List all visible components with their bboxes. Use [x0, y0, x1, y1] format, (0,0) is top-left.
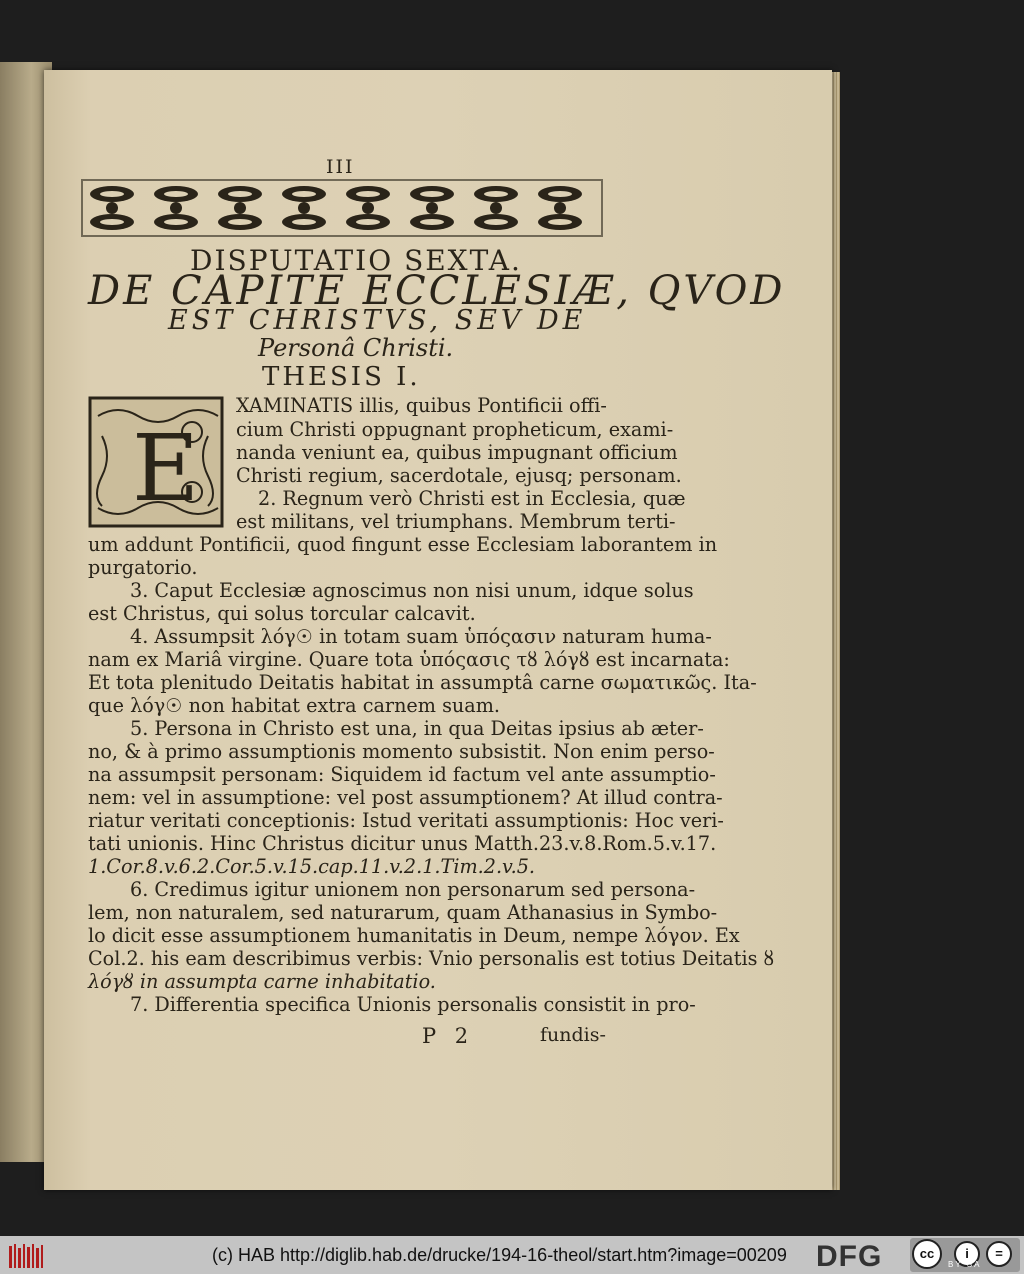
text-line: 6. Credimus igitur unionem non personarum sed persona-: [130, 878, 696, 901]
title-line-1: DE CAPITE ECCLESIÆ, QVOD: [88, 268, 786, 314]
text-line: nam ex Mariâ virgine. Quare tota ὑπόςασις τȣ λόγȣ est incarnata:: [88, 648, 730, 671]
text-line: Col.2. his eam describimus verbis: Vnio personalis est totius Deitatis ȣ: [88, 947, 775, 970]
text-line: XAMINATIS illis, quibus Pontificii offi-: [236, 394, 607, 417]
text-line: Christi regium, sacerdotale, ejusq; personam.: [236, 464, 682, 487]
text-line: cium Christi oppugnant propheticum, exami-: [236, 418, 674, 441]
text-line: λόγȣ in assumpta carne inhabitatio.: [88, 970, 436, 993]
text-line: 4. Assumpsit λόγ☉ in totam suam ὑπόςασιν naturam huma-: [130, 625, 712, 648]
text-line: lem, non naturalem, sed naturarum, quam Athanasius in Symbo-: [88, 901, 718, 924]
signature-mark: P 2: [422, 1024, 475, 1048]
footer-bar: [0, 1236, 1024, 1274]
disputation-heading: DISPUTATIO SEXTA.: [190, 244, 522, 277]
cc-license-label: BY SA: [948, 1260, 982, 1269]
text-line: um addunt Pontificii, quod fingunt esse Ecclesiam laborantem in: [88, 533, 718, 556]
text-line: tati unionis. Hinc Christus dicitur unus Matth.23.v.8.Rom.5.v.17.: [88, 832, 717, 855]
creative-commons-icon: cc: [912, 1239, 942, 1269]
text-line: na assumpsit personam: Siquidem id factum vel ante assumptio-: [88, 763, 716, 786]
text-line: que λόγ☉ non habitat extra carnem suam.: [88, 694, 501, 717]
text-line: purgatorio.: [88, 556, 198, 579]
text-line: Et tota plenitudo Deitatis habitat in assumptâ carne σωματικῶς. Ita-: [88, 671, 757, 694]
text-line: 1.Cor.8.v.6.2.Cor.5.v.15.cap.11.v.2.1.Tim.2.v.5.: [88, 855, 536, 878]
text-line: 2. Regnum verò Christi est in Ecclesia, quæ: [258, 487, 686, 510]
dfg-logo[interactable]: DFG: [816, 1240, 883, 1273]
title-line-2: EST CHRISTVS, SEV DE: [168, 305, 587, 336]
copyright-link[interactable]: (c) HAB http://diglib.hab.de/drucke/194-16-theol/start.htm?image=00209: [212, 1245, 787, 1265]
text-line: riatur veritati conceptionis: Istud veritati assumptionis: Hoc veri-: [88, 809, 724, 832]
printer-ornament-band: [80, 176, 604, 240]
text-line: 3. Caput Ecclesiæ agnoscimus non nisi unum, idque solus: [130, 579, 694, 602]
share-alike-icon: =: [986, 1241, 1012, 1267]
decorated-initial-e: [88, 396, 224, 528]
catchword: fundis-: [540, 1024, 606, 1046]
attribution-icon: i: [954, 1241, 980, 1267]
text-line: est militans, vel triumphans. Membrum terti-: [236, 510, 676, 533]
text-line: nem: vel in assumptione: vel post assumptionem? At illud contra-: [88, 786, 723, 809]
title-line-3: Personâ Christi.: [258, 334, 454, 362]
text-line: lo dicit esse assumptionem humanitatis in Deum, nempe λόγον. Ex: [88, 924, 740, 947]
svg-text:E: E: [132, 415, 200, 522]
thesis-label: THESIS I.: [262, 362, 421, 392]
hab-logo-icon[interactable]: [8, 1242, 44, 1270]
text-line: no, & à primo assumptionis momento subsistit. Non enim perso-: [88, 740, 715, 763]
page-number: III: [326, 156, 355, 178]
text-line: 5. Persona in Christo est una, in qua Deitas ipsius ab æter-: [130, 717, 704, 740]
text-line: 7. Differentia specifica Unionis personalis consistit in pro-: [130, 993, 696, 1016]
text-line: est Christus, qui solus torcular calcavit.: [88, 602, 476, 625]
text-line: nanda veniunt ea, quibus impugnant officium: [236, 441, 678, 464]
